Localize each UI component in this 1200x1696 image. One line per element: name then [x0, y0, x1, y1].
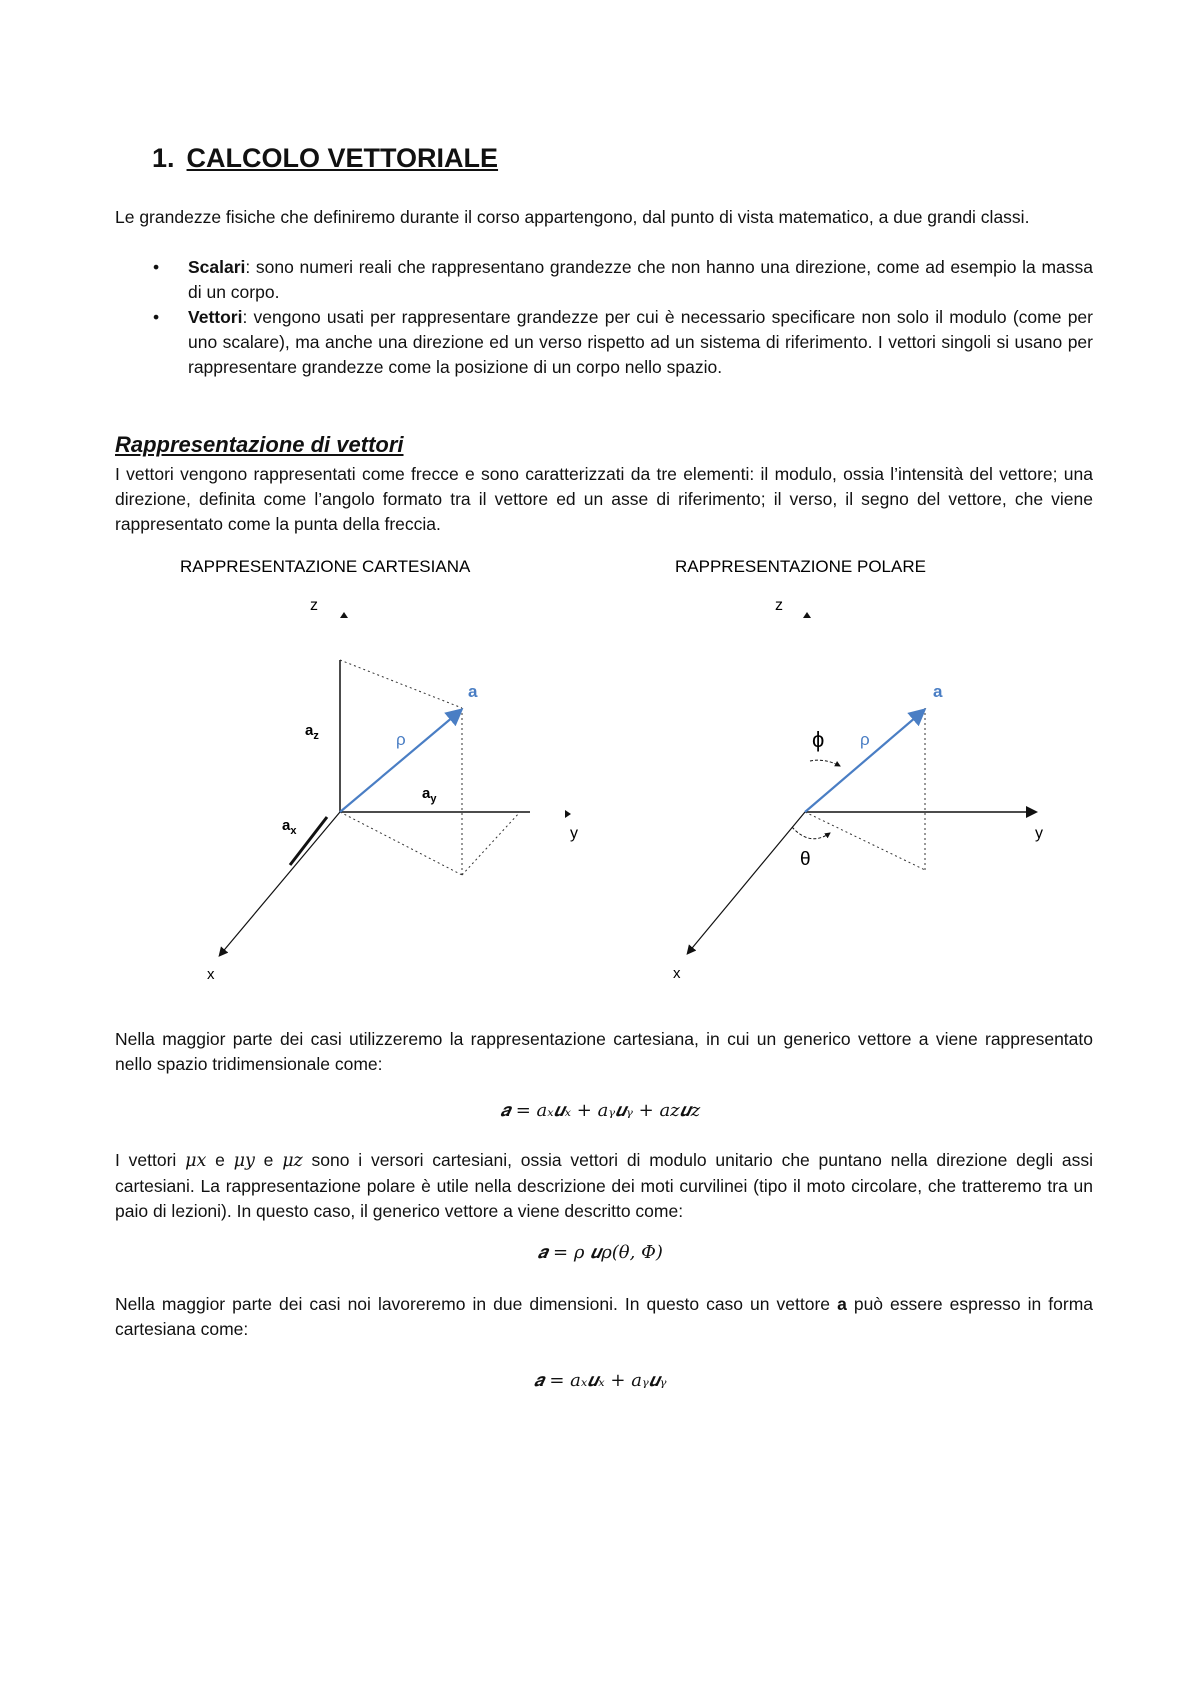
ax-label: $a_x$: [282, 817, 297, 837]
theta-label: θ: [800, 849, 811, 870]
chapter-title: CALCOLO VETTORIALE: [186, 143, 499, 173]
vector-a-label: a: [933, 682, 943, 701]
z-axis-label: z: [310, 597, 318, 614]
chapter-heading: [152, 143, 498, 174]
ay-label: $a_y$: [422, 785, 437, 805]
figure-title: RAPPRESENTAZIONE CARTESIANA: [180, 557, 471, 576]
bold-vector-a: a: [837, 1294, 847, 1314]
bullet-term: Scalari: [188, 257, 246, 277]
text-span: Nella maggior parte dei casi noi lavoreremo in due dimensioni. In questo caso un vettore: [115, 1294, 838, 1314]
x-axis-label: x: [673, 965, 681, 982]
formula-cartesian-3d: 𝒂 = 𝑎ₓ𝒖ₓ + 𝑎ᵧ𝒖ᵧ + 𝑎𝑧𝒖𝑧: [499, 1100, 701, 1121]
ux-symbol: μx: [185, 1151, 207, 1171]
x-axis: [688, 812, 805, 953]
x-axis-label: x: [207, 966, 215, 983]
phi-arc-icon: [810, 760, 840, 766]
section-paragraph: I vettori vengono rappresentati come frecce e sono caratterizzati da tre elementi: il modulo, ossia l’intensità del vettore; una direzione, definita come l’angolo formato tra il vettore ed un asse di riferimento; il verso, il segno del vettore, che viene rappresentato come la punta della freccia.: [115, 464, 1093, 534]
rho-label: ρ: [860, 730, 870, 749]
z-arrow-icon: [803, 612, 811, 618]
az-label: $a_z$: [305, 722, 319, 742]
projection-line: [340, 812, 462, 875]
z-arrow-icon: [340, 612, 348, 618]
bullet-icon: •: [153, 307, 160, 327]
formula-cartesian-2d: 𝒂 = 𝑎ₓ𝒖ₓ + 𝑎ᵧ𝒖ᵧ: [533, 1370, 667, 1391]
y-axis-label: y: [570, 825, 578, 842]
bullet-text: : sono numeri reali che rappresentano grandezze che non hanno una direzione, come ad esempio la massa di un corpo.: [188, 257, 1093, 302]
theta-arc-icon: [792, 827, 830, 839]
text-span: sono i versori cartesiani, ossia vettori di modulo unitario che puntano nella direzione degli assi cartesiani. La rappresentazione polare è utile nella descrizione dei moti curvilinei (tipo il moto circolare, che tratteremo tra un paio di lezioni). In questo caso, il generico vettore a viene descritto come:: [115, 1150, 1094, 1221]
phi-label: ϕ: [812, 727, 825, 752]
text-span: e: [206, 1150, 234, 1170]
projection-line: [340, 660, 462, 708]
rho-label: ρ: [396, 730, 406, 749]
two-dim-paragraph: [115, 1292, 1093, 1342]
list-item: [115, 255, 1093, 305]
chapter-number: 1.: [152, 143, 175, 173]
text-span: può essere espresso in forma cartesiana come:: [115, 1294, 1094, 1339]
text-span: I vettori: [115, 1150, 186, 1170]
y-axis-label: y: [1035, 825, 1043, 842]
polar-diagram: [640, 555, 1080, 985]
bullet-term: Vettori: [188, 307, 243, 327]
uy-symbol: μy: [233, 1151, 255, 1171]
formula-polar: 𝒂 = 𝜌 𝒖𝜌(𝜃, 𝛷): [537, 1242, 663, 1263]
z-axis-label: z: [775, 597, 783, 614]
cartesian-paragraph: Nella maggior parte dei casi utilizzeremo la rappresentazione cartesiana, in cui un generico vettore a viene rappresentato nello spazio tridimensionale come:: [115, 1029, 1093, 1074]
bullet-list: [115, 255, 1093, 380]
vector-a: [340, 711, 460, 812]
bullet-text: : vengono usati per rappresentare grandezze per cui è necessario specificare non solo il modulo (come per uno scalare), ma anche una direzione ed un verso rispetto ad un sistema di riferimento. I vettori singoli si usano per rappresentare grandezze come la posizione di un corpo nello spazio.: [188, 307, 1093, 377]
section-heading: Rappresentazione di vettori: [115, 432, 404, 457]
text-span: e: [254, 1150, 283, 1170]
projection-line: [805, 812, 925, 870]
projection-line: [462, 812, 520, 875]
bullet-icon: •: [153, 257, 160, 277]
x-axis: [220, 812, 340, 955]
list-item: [115, 305, 1093, 380]
uz-symbol: μz: [282, 1151, 303, 1171]
y-arrow-icon: [565, 810, 571, 818]
intro-paragraph: Le grandezze fisiche che definiremo durante il corso appartengono, dal punto di vista matematico, a due grandi classi.: [115, 207, 1030, 227]
versors-paragraph: [115, 1148, 1093, 1224]
cartesian-diagram: [170, 555, 610, 985]
figure-title: RAPPRESENTAZIONE POLARE: [675, 557, 926, 576]
vector-a-label: a: [468, 682, 478, 701]
